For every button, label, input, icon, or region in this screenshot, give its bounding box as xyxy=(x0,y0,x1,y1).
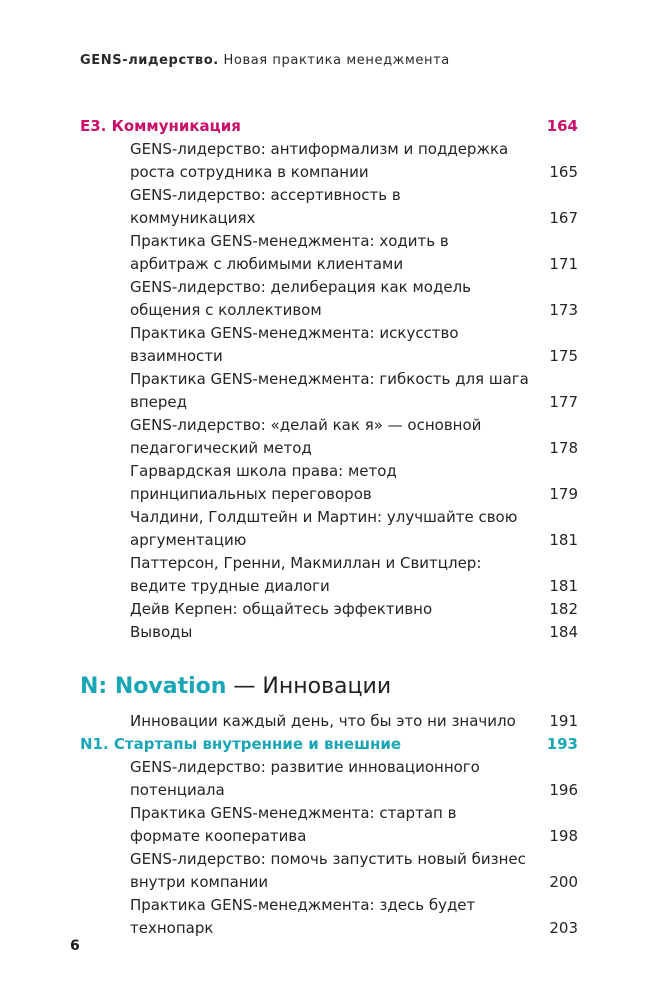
toc-entry[interactable] xyxy=(80,552,578,598)
running-head-subtitle: Новая практика менеджмента xyxy=(223,53,450,68)
part-title: — Инновации xyxy=(226,674,392,699)
section-title: N1. Стартапы внутренние и внешние xyxy=(80,735,402,753)
entry-page: 200 xyxy=(549,873,578,891)
toc-entry[interactable] xyxy=(80,506,578,552)
section-page: 193 xyxy=(546,735,578,753)
entry-page: 184 xyxy=(549,623,578,641)
entry-text: Выводы xyxy=(130,623,193,641)
section-title: E3. Коммуникация xyxy=(80,117,241,135)
toc-entry[interactable] xyxy=(80,460,578,506)
page-number: 6 xyxy=(70,938,80,954)
entry-text: GENS-лидерство: ассертивность в коммуникациях xyxy=(130,186,401,227)
entry-text: GENS-лидерство: антиформализм и поддержка роста сотрудника в компании xyxy=(130,140,509,181)
toc-entry[interactable] xyxy=(80,414,578,460)
entry-page: 181 xyxy=(549,531,578,549)
entry-page: 203 xyxy=(549,919,578,937)
toc-entry[interactable] xyxy=(80,621,578,644)
entry-text: GENS-лидерство: помочь запустить новый бизнес внутри компании xyxy=(130,850,526,891)
entry-text: Практика GENS-менеджмента: ходить в арбитраж с любимыми клиентами xyxy=(130,232,449,273)
toc-entry[interactable] xyxy=(80,848,578,894)
entry-page: 196 xyxy=(549,781,578,799)
entry-text: Гарвардская школа права: метод принципиальных переговоров xyxy=(130,462,397,503)
entry-page: 179 xyxy=(549,485,578,503)
part-accent: N: Novation xyxy=(80,674,227,699)
toc-entry[interactable] xyxy=(80,138,578,184)
entry-page: 182 xyxy=(549,600,578,618)
toc-entry[interactable] xyxy=(80,802,578,848)
running-head xyxy=(80,53,450,68)
toc-entry[interactable] xyxy=(80,230,578,276)
toc-entry[interactable] xyxy=(80,598,578,621)
toc-entry[interactable] xyxy=(80,710,578,733)
toc-entry[interactable] xyxy=(80,184,578,230)
entry-page: 178 xyxy=(549,439,578,457)
entry-page: 181 xyxy=(549,577,578,595)
entry-text: Практика GENS-менеджмента: здесь будет технопарк xyxy=(130,896,476,937)
entry-text: Чалдини, Голдштейн и Мартин: улучшайте свою аргументацию xyxy=(130,508,518,549)
entry-page: 167 xyxy=(549,209,578,227)
section-page: 164 xyxy=(546,117,578,135)
toc-part-novation[interactable] xyxy=(80,672,578,702)
entry-page: 165 xyxy=(549,163,578,181)
entry-text: Практика GENS-менеджмента: гибкость для шага вперед xyxy=(130,370,529,411)
running-head-title: GENS-лидерство. xyxy=(80,53,219,68)
entry-text: Практика GENS-менеджмента: искусство взаимности xyxy=(130,324,459,365)
toc-section-e3[interactable] xyxy=(80,115,578,138)
entry-page: 175 xyxy=(549,347,578,365)
entry-text: Паттерсон, Гренни, Макмиллан и Свитцлер: ведите трудные диалоги xyxy=(130,554,482,595)
entry-text: GENS-лидерство: развитие инновационного потенциала xyxy=(130,758,480,799)
entry-text: Инновации каждый день, что бы это ни значило xyxy=(130,712,516,730)
entry-text: Дейв Керпен: общайтесь эффективно xyxy=(130,600,433,618)
entry-page: 198 xyxy=(549,827,578,845)
entry-text: GENS-лидерство: «делай как я» — основной педагогический метод xyxy=(130,416,482,457)
entry-page: 173 xyxy=(549,301,578,319)
toc-entry[interactable] xyxy=(80,894,578,940)
entry-page: 171 xyxy=(549,255,578,273)
entry-page: 191 xyxy=(549,712,578,730)
entry-text: GENS-лидерство: делиберация как модель общения с коллективом xyxy=(130,278,472,319)
toc-entry[interactable] xyxy=(80,368,578,414)
toc-section-n1[interactable] xyxy=(80,733,578,756)
toc-entry[interactable] xyxy=(80,322,578,368)
entry-page: 177 xyxy=(549,393,578,411)
toc-entry[interactable] xyxy=(80,276,578,322)
entry-text: Практика GENS-менеджмента: стартап в формате кооператива xyxy=(130,804,457,845)
toc-entry[interactable] xyxy=(80,756,578,802)
table-of-contents xyxy=(80,115,578,940)
